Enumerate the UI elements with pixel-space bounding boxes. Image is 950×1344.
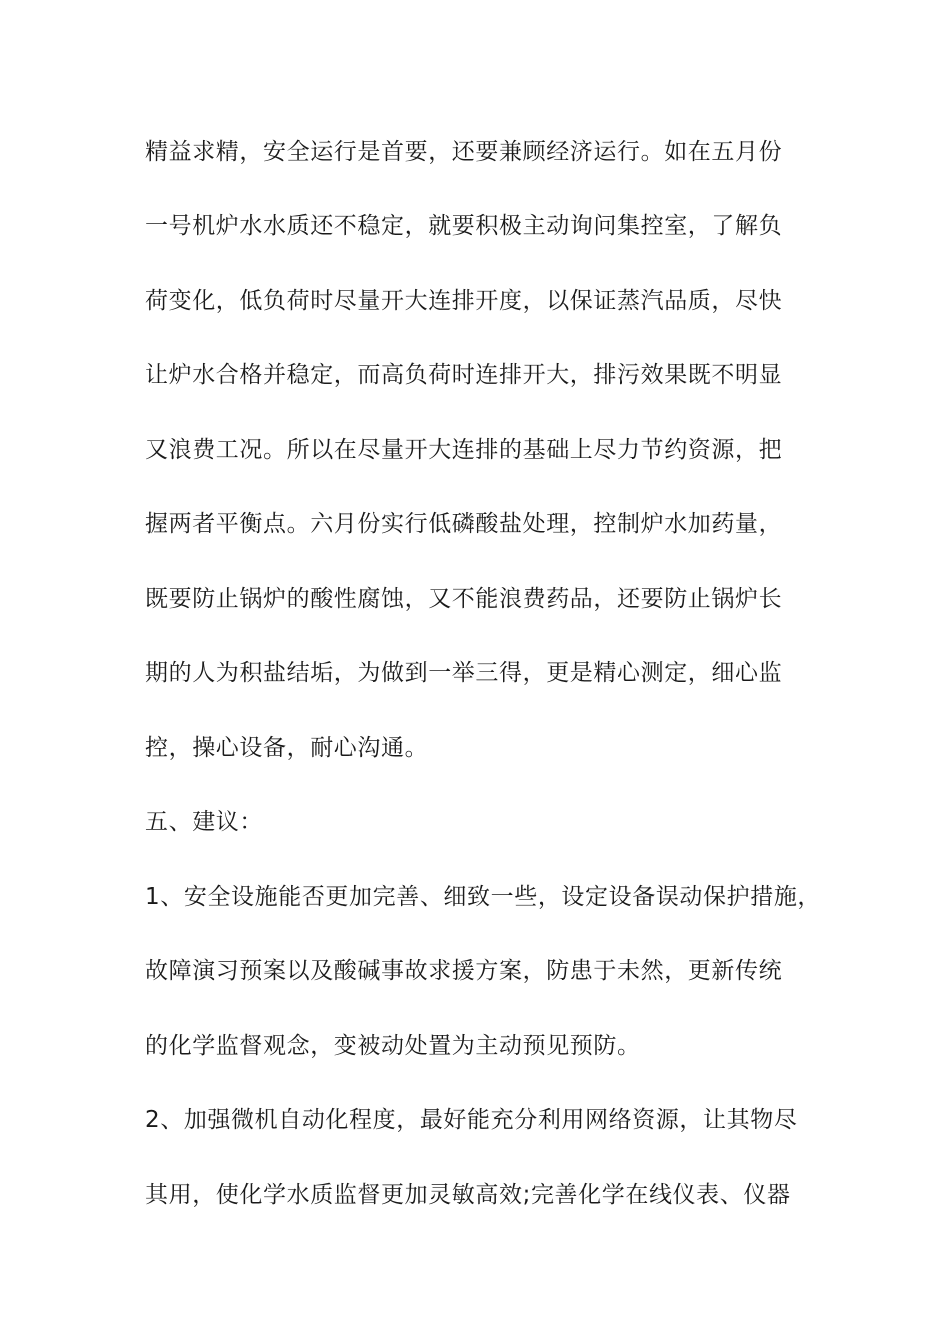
list-item-line: 其用，使化学水质监督更加灵敏高效;完善化学在线仪表、仪器 — [145, 1182, 791, 1208]
list-item-line: 2、加强微机自动化程度，最好能充分利用网络资源，让其物尽 — [145, 1107, 798, 1133]
paragraph-line: 一号机炉水水质还不稳定，就要积极主动询问集控室，了解负 — [145, 213, 783, 239]
paragraph-line: 握两者平衡点。六月份实行低磷酸盐处理，控制炉水加药量， — [145, 511, 783, 537]
section-heading: 五、建议： — [145, 809, 263, 835]
list-item-line: 1、安全设施能否更加完善、细致一些，设定设备误动保护措施， — [145, 884, 822, 910]
paragraph-line: 精益求精，安全运行是首要，还要兼顾经济运行。如在五月份 — [145, 139, 783, 165]
paragraph-line: 既要防止锅炉的酸性腐蚀，又不能浪费药品，还要防止锅炉长 — [145, 586, 783, 612]
paragraph-line: 让炉水合格并稳定，而高负荷时连排开大，排污效果既不明显 — [145, 362, 783, 388]
paragraph-line: 荷变化，低负荷时尽量开大连排开度，以保证蒸汽品质，尽快 — [145, 288, 783, 314]
list-item-line: 故障演习预案以及酸碱事故求援方案，防患于未然，更新传统 — [145, 958, 783, 984]
paragraph-line: 又浪费工况。所以在尽量开大连排的基础上尽力节约资源，把 — [145, 437, 783, 463]
paragraph-line: 控，操心设备，耐心沟通。 — [145, 735, 429, 761]
list-item-line: 的化学监督观念，变被动处置为主动预见预防。 — [145, 1033, 641, 1059]
paragraph-line: 期的人为积盐结垢，为做到一举三得，更是精心测定，细心监 — [145, 660, 783, 686]
